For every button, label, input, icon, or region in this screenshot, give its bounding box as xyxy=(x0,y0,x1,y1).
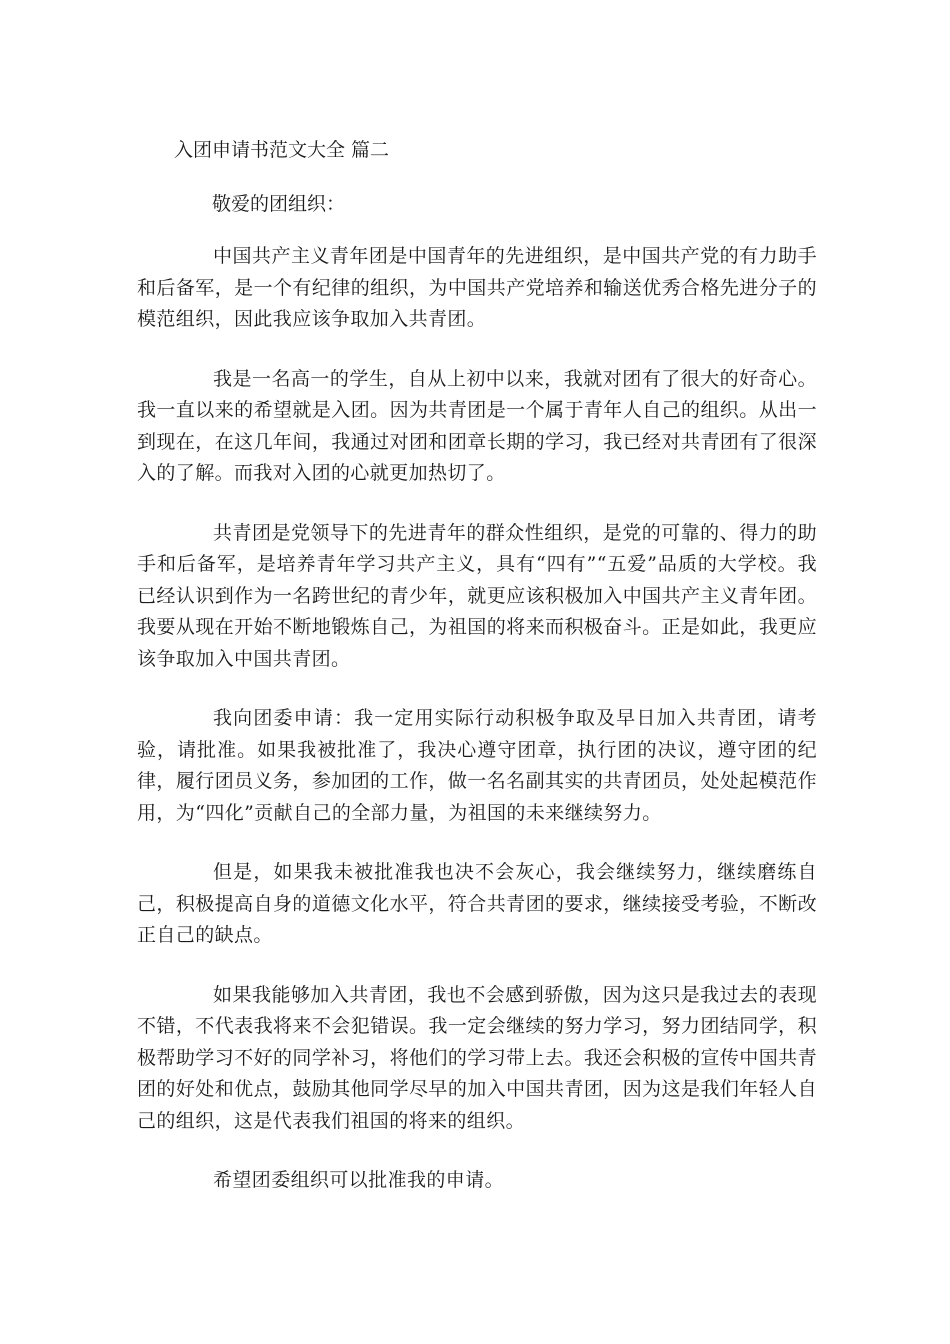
salutation: 敬爱的团组织： xyxy=(212,193,346,215)
paragraph-2: 我是一名高一的学生，自从上初中以来，我就对团有了很大的好奇心。我一直以来的希望就是入团。因为共青团是一个属于青年人自己的组织。从出一到现在，在这几年间，我通过对团和团章长期的学习，我已经对共青团有了很深入的了解。而我对入团的心就更加热切了。 xyxy=(137,367,817,484)
paragraph-3: 共青团是党领导下的先进青年的群众性组织，是党的可靠的、得力的助手和后备军，是培养青年学习共产主义，具有“四有”“五爱”品质的大学校。我已经认识到作为一名跨世纪的青少年，就更应该积极加入中国共产主义青年团。我要从现在开始不断地锻炼自己，为祖国的将来而积极奋斗。正是如此，我更应该争取加入中国共青团。 xyxy=(137,521,817,670)
paragraph-4: 我向团委申请：我一定用实际行动积极争取及早日加入共青团，请考验，请批准。如果我被批准了，我决心遵守团章，执行团的决议，遵守团的纪律，履行团员义务，参加团的工作，做一名名副其实的共青团员，处处起模范作用，为“四化”贡献自己的全部力量，为祖国的未来继续努力。 xyxy=(137,707,817,824)
paragraph-5: 但是，如果我未被批准我也决不会灰心，我会继续努力，继续磨练自己，积极提高自身的道德文化水平，符合共青团的要求，继续接受考验，不断改正自己的缺点。 xyxy=(137,861,817,946)
paragraph-1: 中国共产主义青年团是中国青年的先进组织，是中国共产党的有力助手和后备军，是一个有纪律的组织，为中国共产党培养和输送优秀合格先进分子的模范组织，因此我应该争取加入共青团。 xyxy=(137,245,817,330)
document-body xyxy=(137,241,817,1225)
paragraph-6: 如果我能够加入共青团，我也不会感到骄傲，因为这只是我过去的表现不错，不代表我将来不会犯错误。我一定会继续的努力学习，努力团结同学，积极帮助学习不好的同学补习，将他们的学习带上去。我还会积极的宣传中国共青团的好处和优点，鼓励其他同学尽早的加入中国共青团，因为这是我们年轻人自己的组织，这是代表我们祖国的将来的组织。 xyxy=(137,983,817,1132)
document-title: 入团申请书范文大全 篇二 xyxy=(174,139,390,161)
paragraph-7: 希望团委组织可以批准我的申请。 xyxy=(213,1169,505,1191)
